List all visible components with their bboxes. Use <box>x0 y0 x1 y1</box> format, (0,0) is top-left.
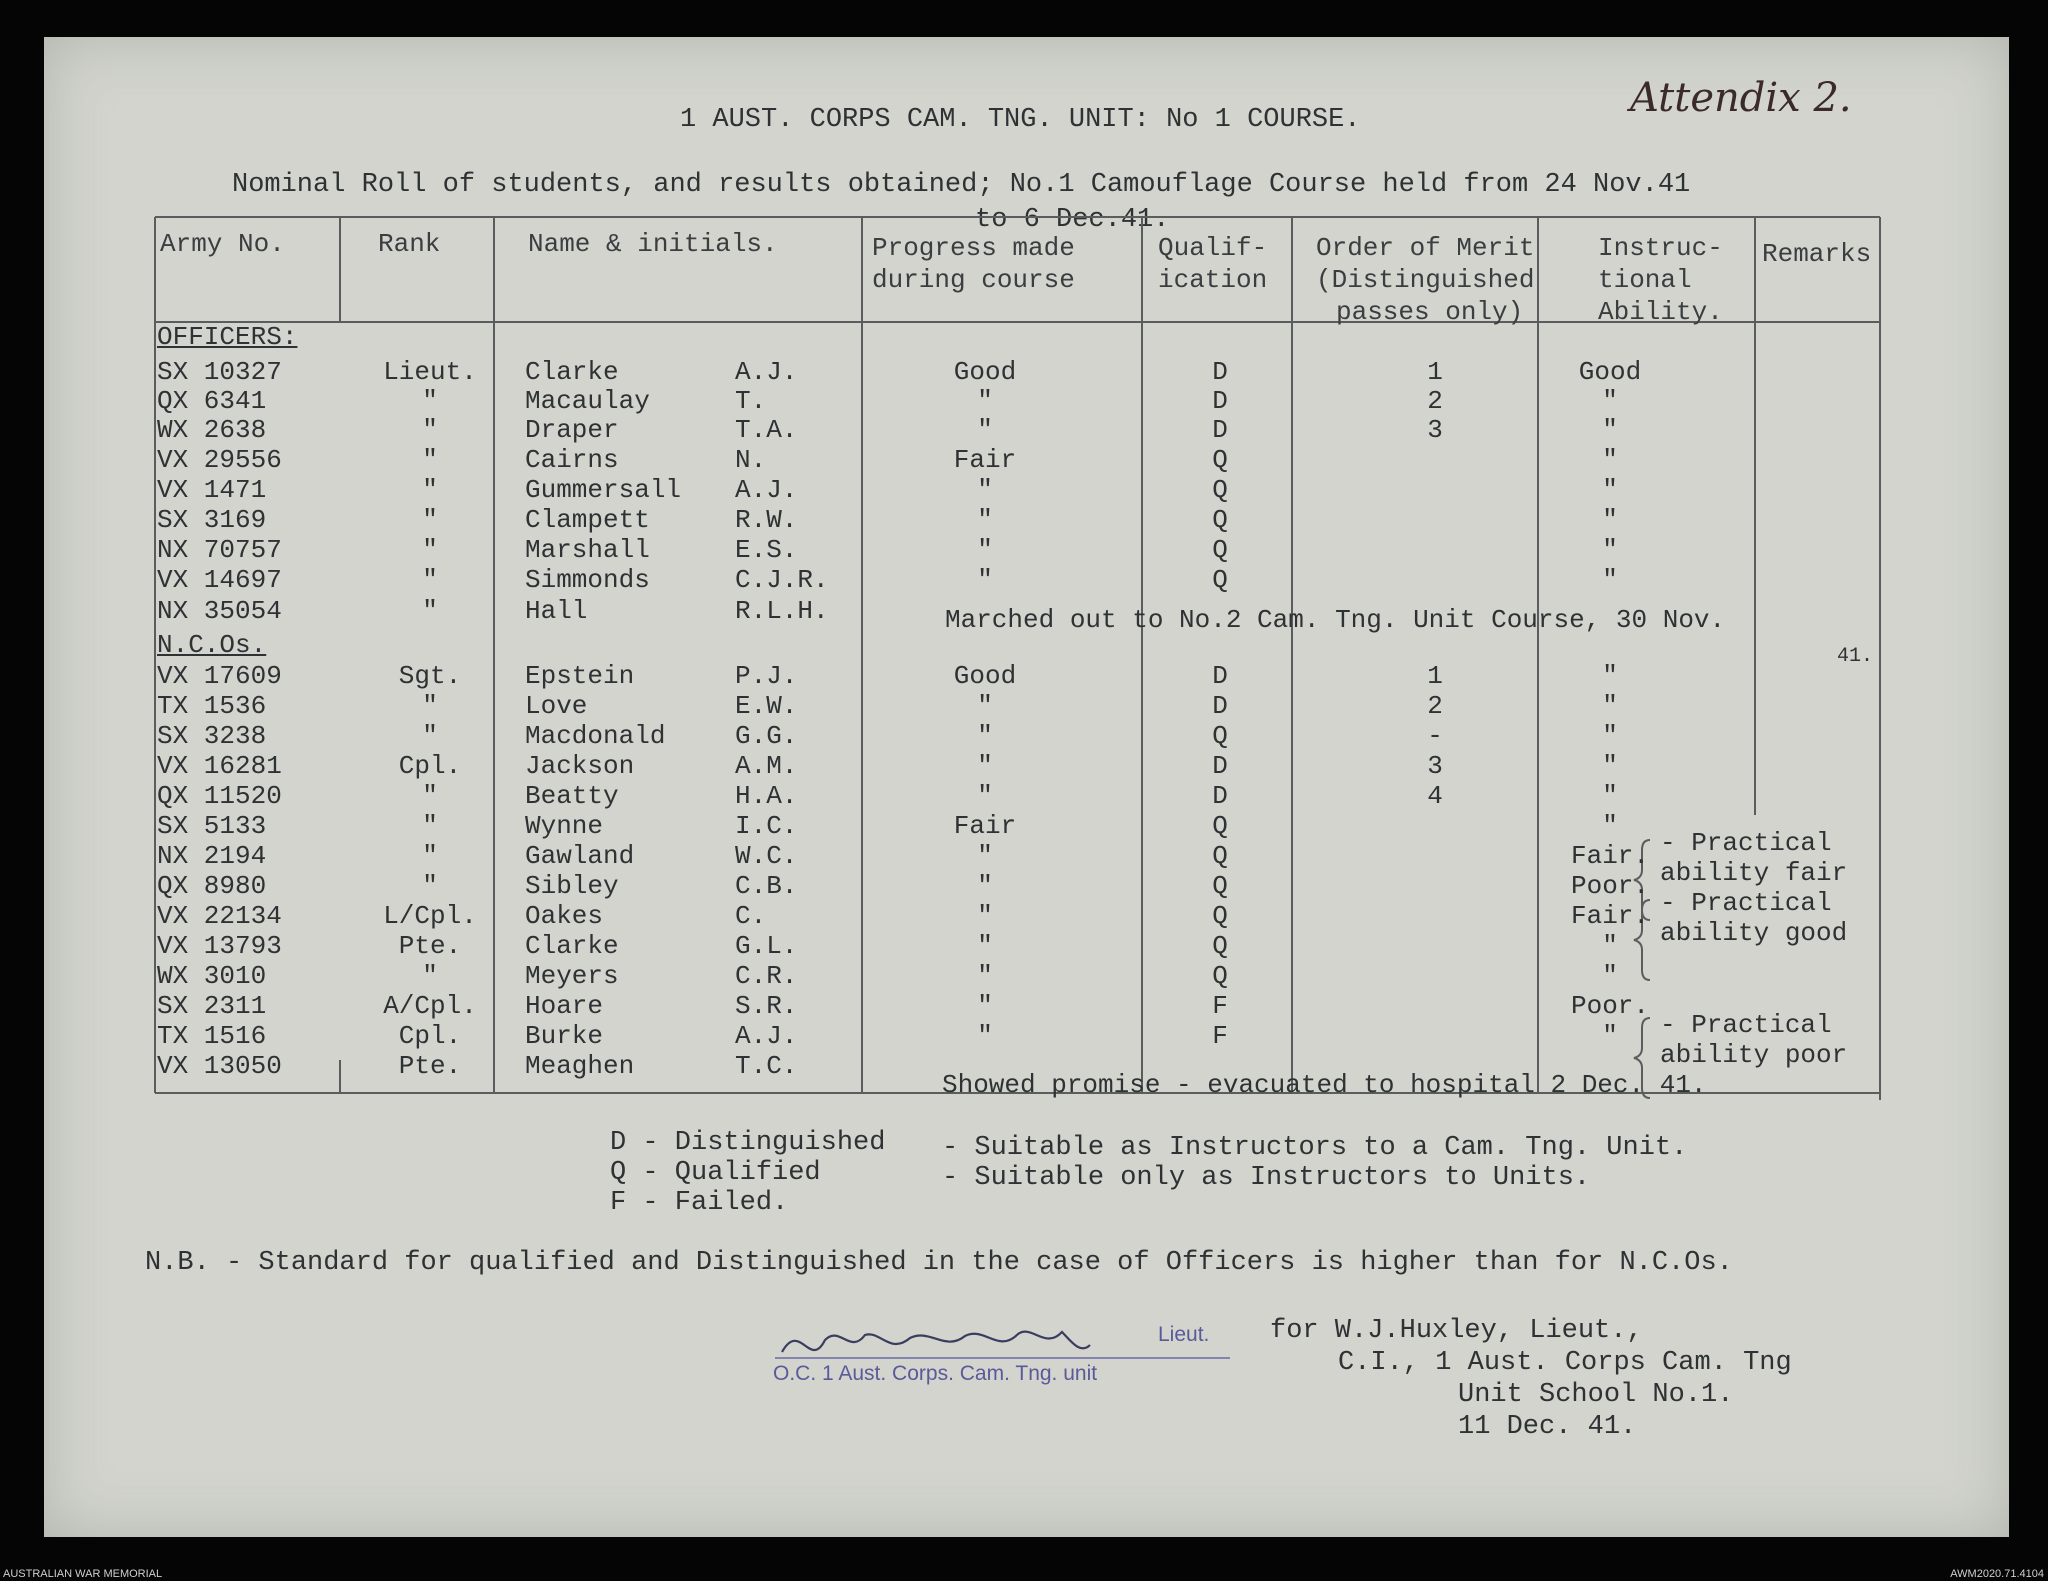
cell-rank: " <box>422 475 438 505</box>
cell-rank: Cpl. <box>398 1021 462 1051</box>
cell-qualification: Q <box>1212 505 1228 535</box>
cell-name: Macaulay <box>525 386 650 416</box>
cell-rank: " <box>422 565 438 595</box>
stamp-oc-unit: O.C. 1 Aust. Corps. Cam. Tng. unit <box>773 1362 1098 1385</box>
cell-instructional: " <box>1602 931 1618 961</box>
cell-qualification: Q <box>1212 445 1228 475</box>
cell-qualification: Q <box>1212 475 1228 505</box>
cell-army-no: VX 16281 <box>157 751 282 781</box>
cell-initials: N. <box>735 445 767 475</box>
cell-qualification: D <box>1212 691 1228 721</box>
cell-army-no: SX 10327 <box>157 357 282 387</box>
cell-army-no: VX 14697 <box>157 565 282 595</box>
cell-name: Oakes <box>525 901 604 931</box>
cell-qualification: Q <box>1212 811 1228 841</box>
cell-qualification: Q <box>1212 841 1228 871</box>
cell-progress: Fair <box>953 811 1017 841</box>
cell-rank: " <box>422 961 438 991</box>
cell-initials: P.J. <box>735 661 798 691</box>
cell-initials: E.S. <box>735 535 798 565</box>
header-remarks: Remarks <box>1762 239 1872 269</box>
cell-progress: Good <box>953 661 1017 691</box>
cell-rank: " <box>422 841 438 871</box>
header-instructional-line1: Instruc- <box>1598 233 1723 263</box>
cell-rank: " <box>422 535 438 565</box>
remark-ability-fair: ability fair <box>1660 858 1848 888</box>
cell-name: Meyers <box>525 961 619 991</box>
cell-progress: " <box>977 901 993 931</box>
cell-qualification: Q <box>1212 535 1228 565</box>
legend-failed: F - Failed. <box>610 1188 789 1218</box>
cell-progress: " <box>977 505 993 535</box>
cell-army-no: WX 3010 <box>157 961 267 991</box>
cell-army-no: TX 1536 <box>157 691 267 721</box>
signature-stamp <box>770 1310 1240 1400</box>
cell-instructional: Good <box>1578 357 1642 387</box>
cell-name: Wynne <box>525 811 604 841</box>
cell-instructional: " <box>1602 445 1618 475</box>
header-merit <box>1316 232 1534 328</box>
header-instructional <box>1598 232 1723 328</box>
header-merit-line2: (Distinguished <box>1316 265 1535 295</box>
remark-practical-1: - Practical <box>1660 828 1832 858</box>
cell-initials: C. <box>735 901 767 931</box>
cell-rank: " <box>422 596 438 626</box>
cell-name: Clampett <box>525 505 650 535</box>
cell-progress: " <box>977 691 993 721</box>
cell-qualification: Q <box>1212 931 1228 961</box>
cell-instructional: " <box>1602 811 1618 841</box>
cell-initials: A.J. <box>735 357 798 387</box>
header-merit-line1: Order of Merit <box>1316 233 1535 263</box>
cell-initials: E.W. <box>735 691 798 721</box>
footer-left: AUSTRALIAN WAR MEMORIAL <box>3 1568 163 1580</box>
header-progress-line2: during course <box>872 265 1075 295</box>
header-qualification-line1: Qualif- <box>1158 233 1268 263</box>
cell-name: Gummersall <box>525 475 682 505</box>
cell-initials: W.C. <box>735 841 798 871</box>
cell-army-no: TX 1516 <box>157 1021 267 1051</box>
cell-rank: Cpl. <box>398 751 462 781</box>
cell-qualification: D <box>1212 661 1228 691</box>
cell-qualification: D <box>1212 781 1228 811</box>
cell-rank: " <box>422 871 438 901</box>
cell-progress: Good <box>953 357 1017 387</box>
document-subtitle-continued: to 6 Dec.41. <box>975 205 1170 235</box>
header-progress-line1: Progress made <box>872 233 1075 263</box>
header-qualification-line2: ication <box>1158 265 1268 295</box>
signature-line1: for W.J.Huxley, Lieut., <box>1270 1316 1643 1346</box>
legend-distinguished-desc: - Suitable as Instructors to a Cam. Tng. Unit. <box>942 1133 1688 1163</box>
cell-army-no: QX 11520 <box>157 781 282 811</box>
header-instructional-line3: Ability. <box>1598 297 1723 327</box>
cell-initials: A.J. <box>735 475 798 505</box>
cell-instructional: " <box>1602 661 1618 691</box>
cell-name: Hoare <box>525 991 604 1021</box>
cell-instructional: " <box>1602 505 1618 535</box>
cell-instructional: " <box>1602 475 1618 505</box>
header-merit-line3: passes only) <box>1336 297 1524 327</box>
header-rank: Rank <box>378 229 441 259</box>
cell-initials: T.A. <box>735 415 798 445</box>
cell-army-no: QX 8980 <box>157 871 267 901</box>
cell-army-no: VX 22134 <box>157 901 282 931</box>
signature-line3: Unit School No.1. <box>1458 1380 1734 1410</box>
cell-initials: R.L.H. <box>735 596 829 626</box>
cell-instructional: " <box>1602 781 1618 811</box>
cell-name: Simmonds <box>525 565 650 595</box>
legend-qualified: Q - Qualified <box>610 1158 821 1188</box>
cell-rank: " <box>422 811 438 841</box>
cell-merit: - <box>1427 721 1443 751</box>
cell-progress: " <box>977 415 993 445</box>
cell-instructional: " <box>1602 1021 1618 1051</box>
cell-name: Sibley <box>525 871 619 901</box>
legend-distinguished: D - Distinguished <box>610 1128 886 1158</box>
cell-qualification: D <box>1212 415 1228 445</box>
cell-army-no: SX 2311 <box>157 991 267 1021</box>
cell-name: Jackson <box>525 751 635 781</box>
cell-army-no: VX 1471 <box>157 475 267 505</box>
cell-initials: C.J.R. <box>735 565 829 595</box>
cell-initials: T. <box>735 386 767 416</box>
cell-progress: " <box>977 721 993 751</box>
cell-merit: 4 <box>1427 781 1443 811</box>
meaghen-note: Showed promise - evacuated to hospital 2 Dec. 41. <box>942 1070 1707 1100</box>
cell-progress: " <box>977 841 993 871</box>
cell-qualification: Q <box>1212 721 1228 751</box>
cell-rank: " <box>422 691 438 721</box>
document-title: 1 AUST. CORPS CAM. TNG. UNIT: No 1 COURSE. <box>680 105 1361 135</box>
cell-progress: " <box>977 475 993 505</box>
stamp-lieut: Lieut. <box>1158 1323 1210 1346</box>
cell-name: Hall <box>525 596 588 626</box>
cell-merit: 2 <box>1427 386 1443 416</box>
cell-qualification: F <box>1212 1021 1228 1051</box>
cell-army-no: SX 3238 <box>157 721 267 751</box>
cell-progress: " <box>977 781 993 811</box>
cell-rank: " <box>422 415 438 445</box>
cell-merit: 2 <box>1427 691 1443 721</box>
cell-instructional: " <box>1602 415 1618 445</box>
cell-qualification: D <box>1212 386 1228 416</box>
cell-merit: 3 <box>1427 415 1443 445</box>
cell-progress: " <box>977 1021 993 1051</box>
header-qualification <box>1158 232 1267 296</box>
cell-army-no: VX 29556 <box>157 445 282 475</box>
cell-progress: " <box>977 991 993 1021</box>
cell-rank: Lieut. <box>383 357 477 387</box>
cell-name: Burke <box>525 1021 604 1051</box>
cell-instructional: Poor. <box>1570 871 1649 901</box>
header-instructional-line2: tional <box>1598 265 1692 295</box>
cell-army-no: NX 35054 <box>157 596 282 626</box>
cell-rank: " <box>422 781 438 811</box>
cell-instructional: " <box>1602 721 1618 751</box>
cell-name: Clarke <box>525 357 619 387</box>
cell-progress: Fair <box>953 445 1017 475</box>
cell-name: Macdonald <box>525 721 666 751</box>
cell-progress: " <box>977 961 993 991</box>
cell-army-no: VX 17609 <box>157 661 282 691</box>
cell-qualification: D <box>1212 357 1228 387</box>
cell-name: Cairns <box>525 445 619 475</box>
remark-practical-3: - Practical <box>1660 1010 1832 1040</box>
signature-block <box>1270 1315 1792 1443</box>
cell-merit: 1 <box>1427 357 1443 387</box>
cell-initials: C.R. <box>735 961 798 991</box>
cell-name: Draper <box>525 415 619 445</box>
cell-progress: " <box>977 535 993 565</box>
signature-line2: C.I., 1 Aust. Corps Cam. Tng <box>1338 1348 1792 1378</box>
cell-initials: A.J. <box>735 1021 798 1051</box>
cell-army-no: SX 5133 <box>157 811 267 841</box>
cell-qualification: Q <box>1212 901 1228 931</box>
cell-progress: " <box>977 565 993 595</box>
cell-initials: C.B. <box>735 871 798 901</box>
cell-rank: " <box>422 721 438 751</box>
cell-initials: T.C. <box>735 1051 798 1081</box>
cell-qualification: Q <box>1212 871 1228 901</box>
cell-qualification: Q <box>1212 565 1228 595</box>
cell-initials: R.W. <box>735 505 798 535</box>
cell-instructional: " <box>1602 565 1618 595</box>
header-army-no: Army No. <box>160 229 285 259</box>
cell-rank: A/Cpl. <box>383 991 477 1021</box>
cell-army-no: NX 70757 <box>157 535 282 565</box>
header-name: Name & initials. <box>528 229 778 259</box>
cell-name: Beatty <box>525 781 619 811</box>
cell-name: Epstein <box>525 661 635 691</box>
cell-initials: G.G. <box>735 721 798 751</box>
hall-note-year: 41. <box>1837 645 1874 668</box>
hall-note: Marched out to No.2 Cam. Tng. Unit Course, 30 Nov. <box>945 605 1726 635</box>
cell-progress: " <box>977 386 993 416</box>
cell-army-no: NX 2194 <box>157 841 267 871</box>
cell-rank: Sgt. <box>398 661 462 691</box>
cell-army-no: QX 6341 <box>157 386 267 416</box>
cell-army-no: VX 13050 <box>157 1051 282 1081</box>
cell-instructional: Poor. <box>1570 991 1649 1021</box>
cell-qualification: F <box>1212 991 1228 1021</box>
section-ncos: N.C.Os. <box>157 630 267 660</box>
cell-initials: H.A. <box>735 781 798 811</box>
footer-right: AWM2020.71.4104 <box>1950 1568 2044 1580</box>
cell-instructional: " <box>1602 386 1618 416</box>
remark-practical-2: - Practical <box>1660 888 1832 918</box>
cell-rank: L/Cpl. <box>383 901 477 931</box>
cell-rank: " <box>422 445 438 475</box>
cell-name: Love <box>525 691 588 721</box>
cell-army-no: WX 2638 <box>157 415 267 445</box>
cell-army-no: VX 13793 <box>157 931 282 961</box>
cell-initials: S.R. <box>735 991 798 1021</box>
cell-rank: Pte. <box>398 1051 462 1081</box>
cell-name: Marshall <box>525 535 650 565</box>
cell-progress: " <box>977 871 993 901</box>
cell-rank: " <box>422 505 438 535</box>
cell-rank: Pte. <box>398 931 462 961</box>
cell-instructional: " <box>1602 961 1618 991</box>
cell-rank: " <box>422 386 438 416</box>
cell-army-no: SX 3169 <box>157 505 267 535</box>
cell-name: Clarke <box>525 931 619 961</box>
cell-name: Gawland <box>525 841 635 871</box>
cell-instructional: " <box>1602 691 1618 721</box>
cell-instructional: Fair. <box>1570 901 1649 931</box>
cell-initials: G.L. <box>735 931 798 961</box>
cell-instructional: " <box>1602 751 1618 781</box>
section-officers: OFFICERS: <box>157 322 298 352</box>
cell-merit: 3 <box>1427 751 1443 781</box>
cell-initials: I.C. <box>735 811 798 841</box>
cell-initials: A.M. <box>735 751 798 781</box>
remark-ability-poor: ability poor <box>1660 1040 1848 1070</box>
cell-instructional: Fair. <box>1570 841 1649 871</box>
cell-name: Meaghen <box>525 1051 635 1081</box>
cell-instructional: " <box>1602 535 1618 565</box>
signature-line4: 11 Dec. 41. <box>1458 1412 1637 1442</box>
handwritten-annotation: Attendix 2. <box>1630 75 1852 121</box>
cell-qualification: D <box>1212 751 1228 781</box>
cell-progress: " <box>977 751 993 781</box>
document-subtitle: Nominal Roll of students, and results obtained; No.1 Camouflage Course held from 24 Nov.41 <box>232 170 1691 200</box>
legend-qualified-desc: - Suitable only as Instructors to Units. <box>942 1163 1591 1193</box>
cell-qualification: Q <box>1212 961 1228 991</box>
cell-progress: " <box>977 931 993 961</box>
remark-ability-good: ability good <box>1660 918 1848 948</box>
nb-note: N.B. - Standard for qualified and Distinguished in the case of Officers is higher than for N.C.Os. <box>145 1248 1733 1278</box>
header-progress <box>872 232 1075 296</box>
cell-merit: 1 <box>1427 661 1443 691</box>
